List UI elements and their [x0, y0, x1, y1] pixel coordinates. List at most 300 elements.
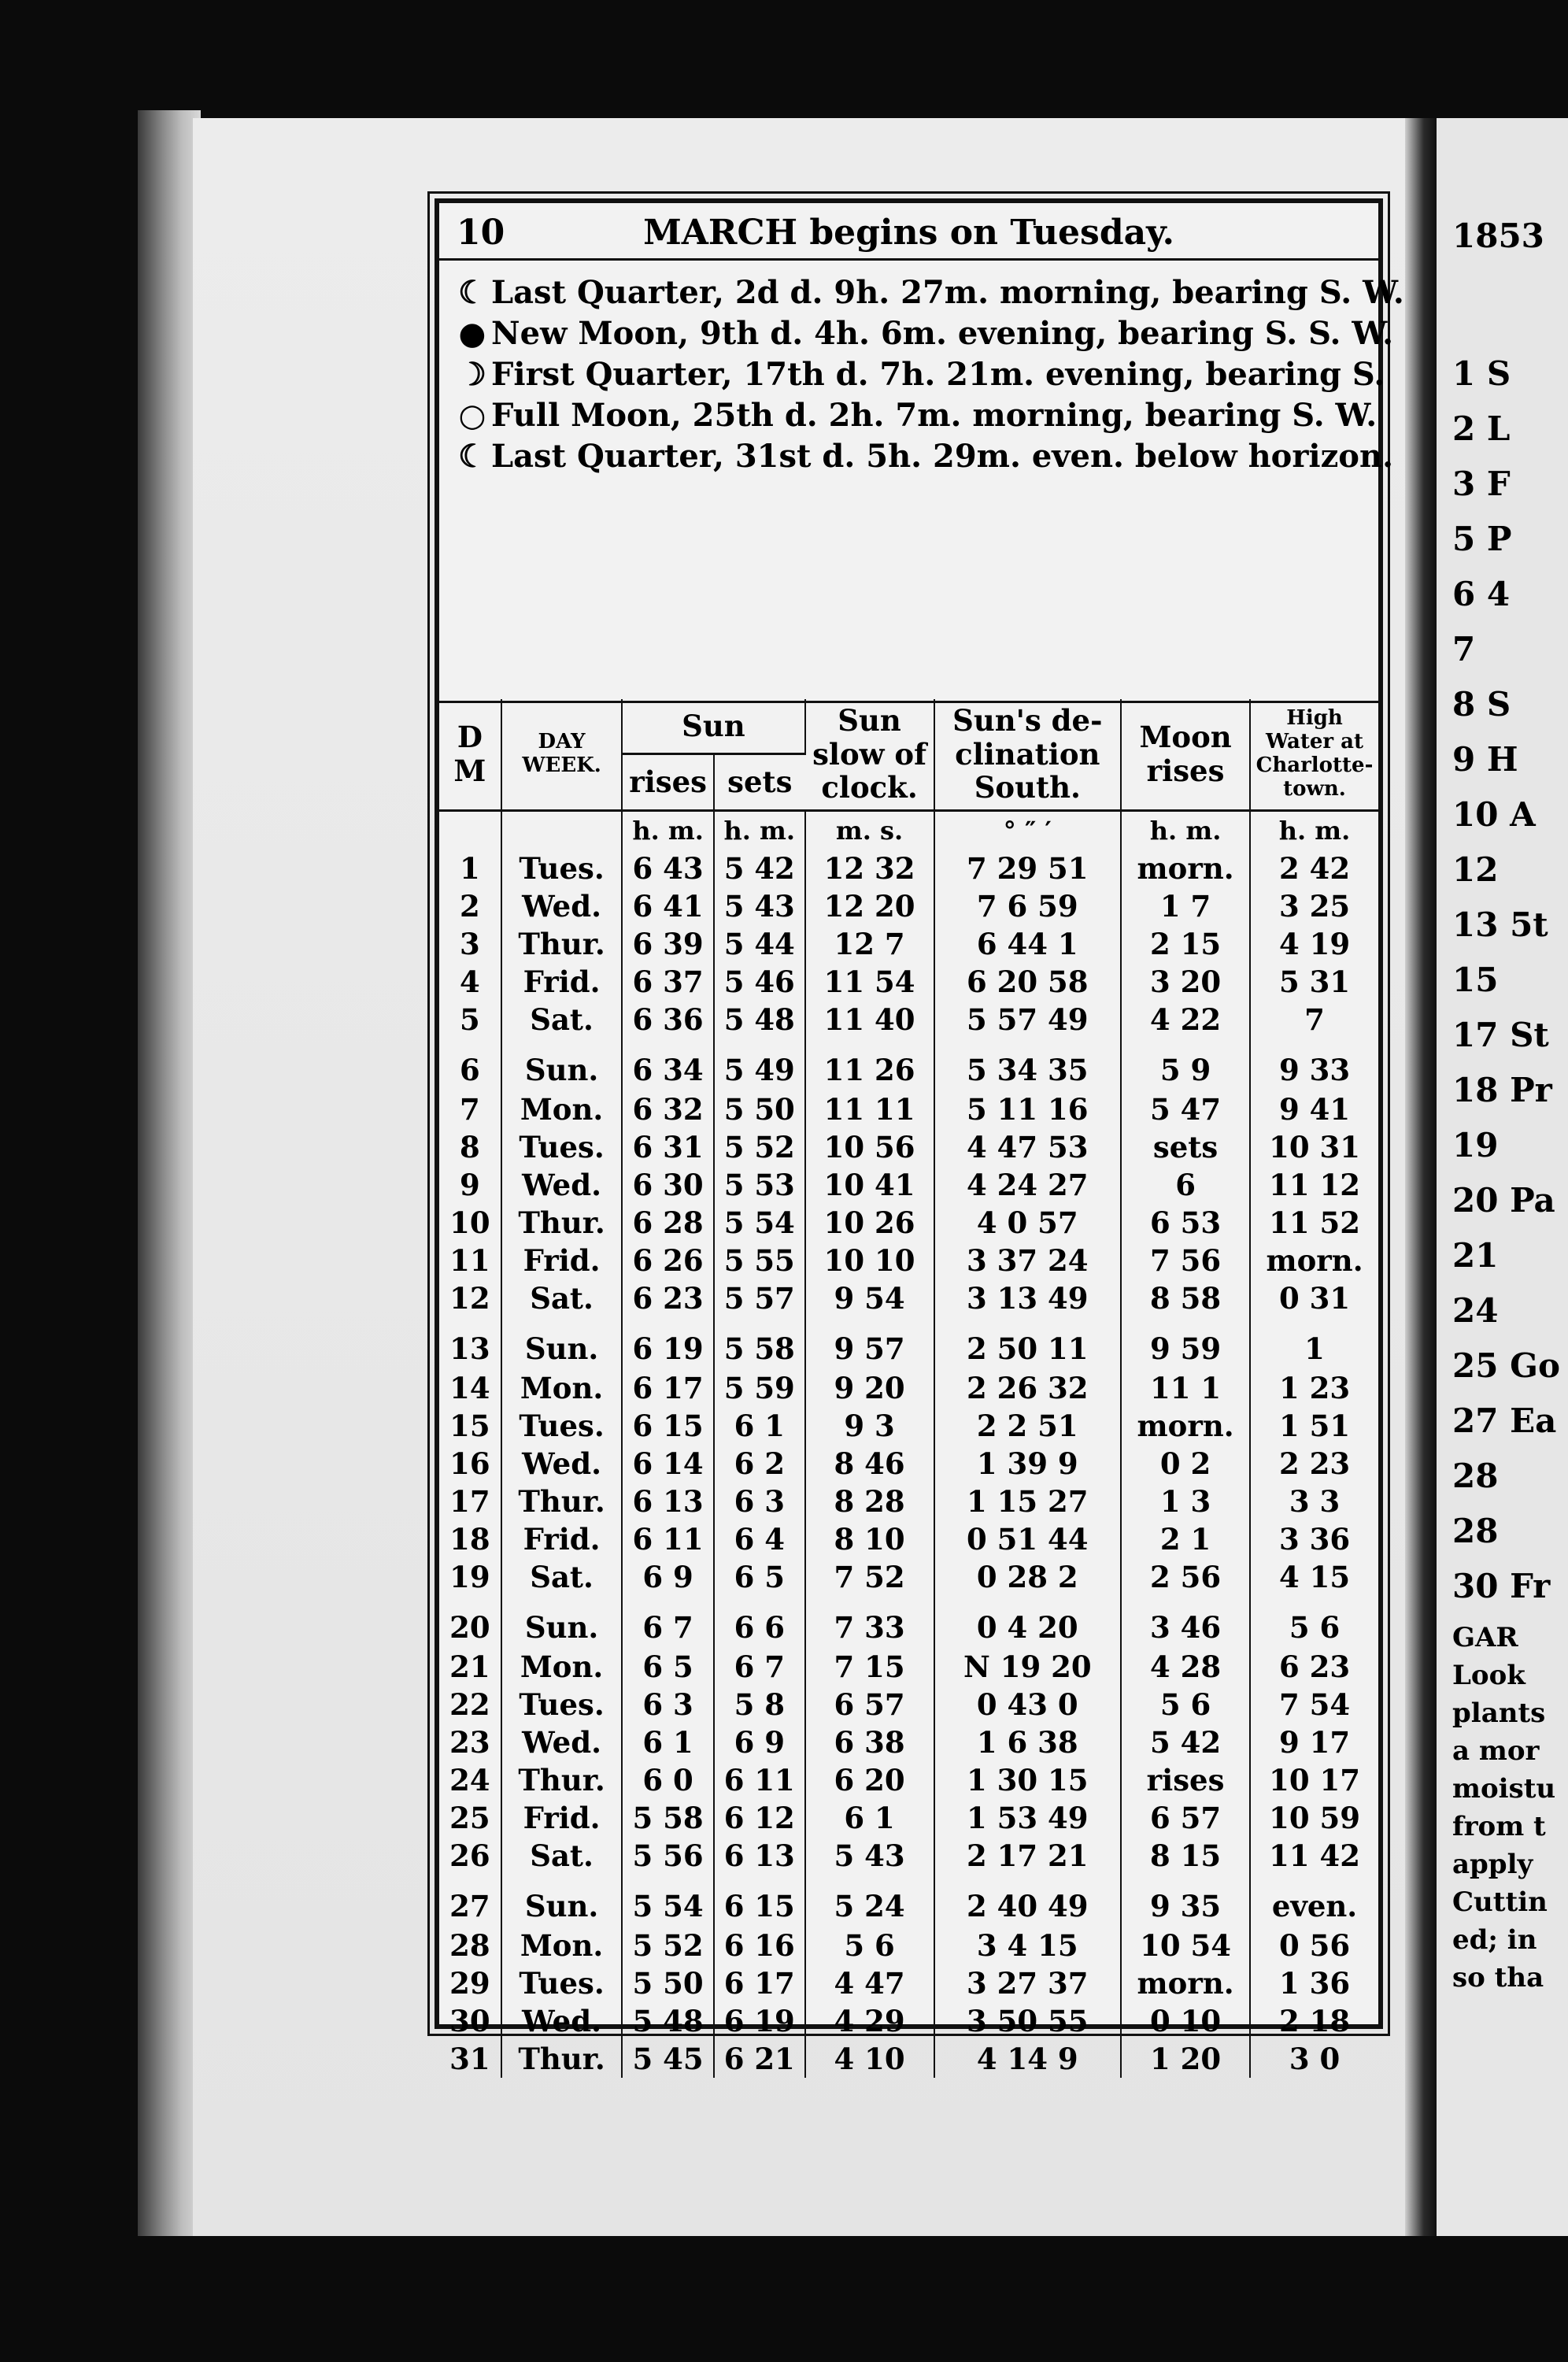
- cell-day: Sun.: [501, 1596, 622, 1648]
- last-quarter-icon: ☾: [458, 438, 486, 475]
- right-page-line: 30 Fr: [1452, 1567, 1551, 1605]
- table-row: [439, 1964, 1378, 2002]
- cell-moon: 4 22: [1121, 1001, 1250, 1038]
- cell-day: Sat.: [501, 1558, 622, 1596]
- table-row: [439, 1723, 1378, 1761]
- cell-moon: 0 2: [1121, 1445, 1250, 1483]
- cell-moon: 9 59: [1121, 1317, 1250, 1369]
- cell-day: Sun.: [501, 1317, 622, 1369]
- cell-decl: 1 6 38: [934, 1723, 1122, 1761]
- cell-rise: 6 41: [622, 887, 714, 925]
- cell-slow: 11 40: [805, 1001, 934, 1038]
- right-page-line: 1 S: [1452, 354, 1511, 393]
- cell-slow: 8 10: [805, 1520, 934, 1558]
- cell-rise: 6 39: [622, 925, 714, 963]
- unit-set: h. m.: [714, 810, 805, 850]
- cell-decl: 1 15 27: [934, 1483, 1122, 1520]
- unit-decl: ° ″ ′: [934, 810, 1122, 850]
- table-row: [439, 1761, 1378, 1799]
- cell-day: Frid.: [501, 1242, 622, 1279]
- cell-slow: 6 57: [805, 1686, 934, 1723]
- cell-slow: 7 33: [805, 1596, 934, 1648]
- cell-day: Mon.: [501, 1369, 622, 1407]
- cell-slow: 6 20: [805, 1761, 934, 1799]
- cell-water: 2 42: [1278, 850, 1351, 886]
- cell-decl: 2 2 51: [934, 1407, 1122, 1445]
- almanac-frame: [435, 198, 1404, 2076]
- cell-moon: 3 20: [1121, 963, 1250, 1001]
- unit-water: h. m.: [1278, 815, 1351, 846]
- cell-water: 7: [1304, 1001, 1325, 1037]
- cell-water: 10 59: [1269, 1800, 1360, 1835]
- table-row: [439, 850, 1378, 887]
- cell-moon: 3 46: [1121, 1596, 1250, 1648]
- cell-decl: 3 13 49: [934, 1279, 1122, 1317]
- cell-rise: 5 50: [622, 1964, 714, 2002]
- cell-water: 11 12: [1269, 1167, 1360, 1202]
- cell-water: 3 0: [1289, 2041, 1341, 2076]
- cell-slow: 9 54: [805, 1279, 934, 1317]
- cell-day: Sat.: [501, 1001, 622, 1038]
- right-page-line: 19: [1452, 1126, 1499, 1164]
- cell-slow: 10 10: [805, 1242, 934, 1279]
- cell-day: Thur.: [501, 1483, 622, 1520]
- cell-rise: 6 23: [622, 1279, 714, 1317]
- cell-slow: 10 26: [805, 1204, 934, 1242]
- cell-decl: 6 20 58: [934, 963, 1122, 1001]
- cell-decl: 7 6 59: [934, 887, 1122, 925]
- col-moon: Moon rises: [1121, 699, 1250, 810]
- cell-set: 6 6: [714, 1596, 805, 1648]
- moon-phase-line: [453, 438, 1393, 475]
- cell-d: 25: [439, 1799, 501, 1837]
- right-page: [1437, 118, 1568, 2236]
- right-page-line: 6 4: [1452, 575, 1511, 613]
- cell-day: Wed.: [501, 887, 622, 925]
- cell-day: Tues.: [501, 1128, 622, 1166]
- cell-d: 14: [439, 1369, 501, 1407]
- cell-d: 30: [439, 2002, 501, 2040]
- moon-phase-line: [453, 356, 1385, 393]
- units-row: [439, 810, 1378, 850]
- table-row: [439, 1204, 1378, 1242]
- cell-day: Thur.: [501, 2040, 622, 2078]
- table-row: [439, 1558, 1378, 1596]
- cell-moon: 5 9: [1121, 1038, 1250, 1090]
- cell-moon: 10 54: [1121, 1927, 1250, 1964]
- cell-d: 2: [439, 887, 501, 925]
- cell-slow: 9 3: [805, 1407, 934, 1445]
- cell-set: 5 48: [714, 1001, 805, 1038]
- full-moon-icon: ○: [458, 397, 486, 434]
- cell-set: 6 3: [714, 1483, 805, 1520]
- cell-water: even.: [1271, 1888, 1358, 1923]
- moon-phase-text: Last Quarter, 31st d. 5h. 29m. even. below horizon.: [491, 438, 1393, 475]
- moon-phase-text: First Quarter, 17th d. 7h. 21m. evening, bearing S.: [491, 356, 1385, 393]
- cell-set: 5 53: [714, 1166, 805, 1204]
- cell-water: 4 15: [1278, 1559, 1351, 1594]
- right-page-line: Look: [1452, 1660, 1525, 1691]
- cell-day: Tues.: [501, 850, 622, 887]
- unit-slow: m. s.: [805, 810, 934, 850]
- cell-rise: 6 9: [622, 1558, 714, 1596]
- right-page-line: a mor: [1452, 1735, 1540, 1767]
- cell-moon: 6: [1121, 1166, 1250, 1204]
- cell-decl: 5 11 16: [934, 1090, 1122, 1128]
- right-page-line: 28: [1452, 1457, 1499, 1495]
- cell-set: 6 7: [714, 1648, 805, 1686]
- cell-rise: 6 1: [622, 1723, 714, 1761]
- table-row: [439, 1686, 1378, 1723]
- cell-set: 6 17: [714, 1964, 805, 2002]
- right-page-line: 13 5t: [1452, 905, 1548, 944]
- page-header: [439, 203, 1378, 261]
- cell-set: 5 49: [714, 1038, 805, 1090]
- right-page-line: 8 S: [1452, 685, 1511, 724]
- col-decl: Sun's de- clination South.: [934, 699, 1122, 810]
- unit-moon: h. m.: [1121, 810, 1250, 850]
- almanac-table: [439, 699, 1378, 2078]
- cell-slow: 12 32: [805, 850, 934, 887]
- cell-water: morn.: [1266, 1242, 1363, 1278]
- cell-water: 10 31: [1269, 1129, 1360, 1164]
- cell-rise: 6 31: [622, 1128, 714, 1166]
- right-page-line: so tha: [1452, 1962, 1544, 1994]
- cell-slow: 6 38: [805, 1723, 934, 1761]
- table-row: [439, 1166, 1378, 1204]
- right-page-line: 5 P: [1452, 520, 1512, 558]
- cell-water: 3 36: [1278, 1521, 1351, 1557]
- cell-set: 5 44: [714, 925, 805, 963]
- right-page-line: 27 Ea: [1452, 1401, 1557, 1440]
- cell-rise: 6 13: [622, 1483, 714, 1520]
- cell-set: 5 42: [714, 850, 805, 887]
- cell-d: 28: [439, 1927, 501, 1964]
- book-gutter: [1405, 118, 1437, 2236]
- cell-d: 24: [439, 1761, 501, 1799]
- right-page-line: 18 Pr: [1452, 1071, 1552, 1109]
- cell-day: Sun.: [501, 1875, 622, 1927]
- right-page-line: 17 St: [1452, 1016, 1549, 1054]
- cell-set: 5 50: [714, 1090, 805, 1128]
- cell-set: 5 46: [714, 963, 805, 1001]
- cell-moon: 11 1: [1121, 1369, 1250, 1407]
- cell-water: 3 25: [1278, 888, 1351, 924]
- cell-day: Tues.: [501, 1964, 622, 2002]
- cell-d: 19: [439, 1558, 501, 1596]
- cell-moon: 8 15: [1121, 1837, 1250, 1875]
- cell-day: Frid.: [501, 1799, 622, 1837]
- cell-day: Wed.: [501, 1166, 622, 1204]
- cell-moon: 2 56: [1121, 1558, 1250, 1596]
- cell-set: 5 59: [714, 1369, 805, 1407]
- col-slow: Sun slow of clock.: [805, 699, 934, 810]
- moon-phase-line: [453, 397, 1377, 434]
- moon-phase-text: Full Moon, 25th d. 2h. 7m. morning, bearing S. W.: [491, 397, 1378, 434]
- cell-day: Sun.: [501, 1038, 622, 1090]
- cell-d: 11: [439, 1242, 501, 1279]
- cell-water: 0 56: [1278, 1927, 1351, 1963]
- cell-day: Tues.: [501, 1686, 622, 1723]
- cell-slow: 9 20: [805, 1369, 934, 1407]
- right-page-line: 7: [1452, 630, 1476, 668]
- cell-d: 31: [439, 2040, 501, 2078]
- cell-rise: 6 19: [622, 1317, 714, 1369]
- cell-water: 9 41: [1278, 1091, 1351, 1127]
- cell-decl: 4 47 53: [934, 1128, 1122, 1166]
- cell-set: 6 16: [714, 1927, 805, 1964]
- cell-moon: 2 1: [1121, 1520, 1250, 1558]
- cell-d: 6: [439, 1038, 501, 1090]
- cell-rise: 6 14: [622, 1445, 714, 1483]
- cell-moon: 1 3: [1121, 1483, 1250, 1520]
- cell-rise: 6 30: [622, 1166, 714, 1204]
- cell-decl: 1 30 15: [934, 1761, 1122, 1799]
- cell-slow: 6 1: [805, 1799, 934, 1837]
- right-page-line: 25 Go: [1452, 1346, 1560, 1385]
- cell-d: 1: [439, 850, 501, 887]
- cell-water: 0 31: [1278, 1280, 1351, 1316]
- cell-decl: 2 26 32: [934, 1369, 1122, 1407]
- cell-decl: 2 40 49: [934, 1875, 1122, 1927]
- col-sun: Sun: [622, 699, 804, 754]
- cell-slow: 4 29: [805, 2002, 934, 2040]
- cell-d: 4: [439, 963, 501, 1001]
- cell-set: 6 4: [714, 1520, 805, 1558]
- cell-day: Frid.: [501, 963, 622, 1001]
- table-row: [439, 1128, 1378, 1166]
- cell-decl: 3 27 37: [934, 1964, 1122, 2002]
- cell-slow: 11 54: [805, 963, 934, 1001]
- cell-water: 11 42: [1269, 1838, 1360, 1873]
- cell-day: Sat.: [501, 1279, 622, 1317]
- cell-set: 6 21: [714, 2040, 805, 2078]
- right-page-line: 10 A: [1452, 795, 1536, 834]
- right-page-line: moistu: [1452, 1773, 1556, 1805]
- cell-rise: 6 5: [622, 1648, 714, 1686]
- cell-moon: 4 28: [1121, 1648, 1250, 1686]
- cell-moon: 9 35: [1121, 1875, 1250, 1927]
- cell-slow: 8 28: [805, 1483, 934, 1520]
- table-row: [439, 2002, 1378, 2040]
- moon-phase-text: Last Quarter, 2d d. 9h. 27m. morning, bearing S. W.: [491, 274, 1404, 311]
- cell-decl: 4 0 57: [934, 1204, 1122, 1242]
- cell-rise: 6 32: [622, 1090, 714, 1128]
- cell-d: 20: [439, 1596, 501, 1648]
- cell-set: 6 9: [714, 1723, 805, 1761]
- right-page-line: 28: [1452, 1512, 1499, 1550]
- cell-set: 5 52: [714, 1128, 805, 1166]
- right-page-line: 12: [1452, 850, 1499, 889]
- cell-moon: 8 58: [1121, 1279, 1250, 1317]
- cell-water: 5 6: [1289, 1609, 1341, 1645]
- cell-slow: 8 46: [805, 1445, 934, 1483]
- right-page-line: 3 F: [1452, 465, 1511, 503]
- cell-decl: 0 51 44: [934, 1520, 1122, 1558]
- cell-rise: 6 0: [622, 1761, 714, 1799]
- cell-water: 1: [1304, 1331, 1325, 1366]
- cell-day: Frid.: [501, 1520, 622, 1558]
- cell-d: 7: [439, 1090, 501, 1128]
- table-row: [439, 1242, 1378, 1279]
- cell-rise: 5 56: [622, 1837, 714, 1875]
- cell-decl: 2 50 11: [934, 1317, 1122, 1369]
- cell-decl: 3 37 24: [934, 1242, 1122, 1279]
- cell-moon: 1 7: [1121, 887, 1250, 925]
- cell-d: 17: [439, 1483, 501, 1520]
- table-row: [439, 1648, 1378, 1686]
- table-row: [439, 1875, 1378, 1927]
- cell-water: 7 54: [1278, 1686, 1351, 1722]
- cell-day: Wed.: [501, 2002, 622, 2040]
- cell-decl: 1 53 49: [934, 1799, 1122, 1837]
- cell-slow: 5 24: [805, 1875, 934, 1927]
- cell-rise: 6 11: [622, 1520, 714, 1558]
- cell-day: Wed.: [501, 1723, 622, 1761]
- table-row: [439, 1001, 1378, 1038]
- table-row: [439, 2040, 1378, 2078]
- table-row: [439, 887, 1378, 925]
- cell-rise: 6 17: [622, 1369, 714, 1407]
- cell-set: 5 58: [714, 1317, 805, 1369]
- book-spine: [138, 110, 201, 2236]
- cell-rise: 5 45: [622, 2040, 714, 2078]
- moon-phase-text: New Moon, 9th d. 4h. 6m. evening, bearing S. S. W.: [491, 315, 1393, 352]
- page-number: 10: [457, 213, 505, 253]
- cell-decl: 3 4 15: [934, 1927, 1122, 1964]
- cell-d: 27: [439, 1875, 501, 1927]
- cell-rise: 6 43: [622, 850, 714, 887]
- moon-phases: [439, 260, 1404, 703]
- cell-water: 1 36: [1278, 1965, 1351, 2001]
- col-rises: rises: [622, 754, 714, 811]
- cell-water: 1 51: [1278, 1408, 1351, 1443]
- cell-slow: 12 20: [805, 887, 934, 925]
- cell-moon: sets: [1121, 1128, 1250, 1166]
- cell-decl: 0 28 2: [934, 1558, 1122, 1596]
- table-row: [439, 1520, 1378, 1558]
- cell-d: 5: [439, 1001, 501, 1038]
- cell-rise: 5 58: [622, 1799, 714, 1837]
- cell-rise: 6 36: [622, 1001, 714, 1038]
- right-page-line: apply: [1452, 1849, 1533, 1880]
- cell-slow: 5 43: [805, 1837, 934, 1875]
- cell-rise: 6 7: [622, 1596, 714, 1648]
- cell-water: 3 3: [1289, 1483, 1341, 1519]
- cell-moon: 6 57: [1121, 1799, 1250, 1837]
- right-page-line: 15: [1452, 961, 1499, 999]
- moon-phase-line: [453, 315, 1393, 352]
- col-sets: sets: [714, 754, 805, 811]
- table-row: [439, 1407, 1378, 1445]
- col-water: High Water at Charlotte- town.: [1250, 699, 1378, 810]
- first-quarter-icon: ☽: [458, 356, 486, 393]
- cell-moon: 5 47: [1121, 1090, 1250, 1128]
- cell-d: 9: [439, 1166, 501, 1204]
- cell-d: 29: [439, 1964, 501, 2002]
- cell-moon: morn.: [1121, 1407, 1250, 1445]
- cell-moon: 1 20: [1121, 2040, 1250, 2078]
- col-day-week: DAY WEEK.: [501, 699, 622, 810]
- cell-slow: 12 7: [805, 925, 934, 963]
- cell-moon: morn.: [1121, 850, 1250, 887]
- cell-slow: 7 15: [805, 1648, 934, 1686]
- table-row: [439, 925, 1378, 963]
- cell-set: 5 43: [714, 887, 805, 925]
- table-row: [439, 1279, 1378, 1317]
- cell-day: Tues.: [501, 1407, 622, 1445]
- cell-set: 6 13: [714, 1837, 805, 1875]
- cell-day: Mon.: [501, 1090, 622, 1128]
- cell-water: 6 23: [1278, 1649, 1351, 1684]
- cell-d: 22: [439, 1686, 501, 1723]
- cell-decl: 6 44 1: [934, 925, 1122, 963]
- cell-decl: 0 4 20: [934, 1596, 1122, 1648]
- last-quarter-icon: ☾: [458, 274, 486, 311]
- cell-rise: 6 34: [622, 1038, 714, 1090]
- cell-rise: 5 48: [622, 2002, 714, 2040]
- cell-water: 9 33: [1278, 1052, 1351, 1087]
- cell-rise: 6 37: [622, 963, 714, 1001]
- moon-phase-line: [453, 274, 1404, 311]
- cell-day: Mon.: [501, 1648, 622, 1686]
- cell-set: 6 2: [714, 1445, 805, 1483]
- cell-d: 8: [439, 1128, 501, 1166]
- table-row: [439, 1317, 1378, 1369]
- table-row: [439, 1927, 1378, 1964]
- cell-decl: 5 34 35: [934, 1038, 1122, 1090]
- cell-rise: 6 26: [622, 1242, 714, 1279]
- cell-d: 18: [439, 1520, 501, 1558]
- cell-set: 6 12: [714, 1799, 805, 1837]
- right-page-line: from t: [1452, 1811, 1546, 1842]
- cell-slow: 5 6: [805, 1927, 934, 1964]
- table-row: [439, 1369, 1378, 1407]
- cell-water: 2 23: [1278, 1446, 1351, 1481]
- cell-decl: 0 43 0: [934, 1686, 1122, 1723]
- right-page-line: GAR: [1452, 1622, 1518, 1653]
- cell-moon: 0 10: [1121, 2002, 1250, 2040]
- cell-slow: 10 41: [805, 1166, 934, 1204]
- right-page-line: 24: [1452, 1291, 1499, 1330]
- right-page-line: ed; in: [1452, 1924, 1537, 1956]
- cell-day: Thur.: [501, 1204, 622, 1242]
- cell-set: 6 19: [714, 2002, 805, 2040]
- cell-d: 12: [439, 1279, 501, 1317]
- cell-water: 9 17: [1278, 1724, 1351, 1760]
- right-page-line: 9 H: [1452, 740, 1518, 779]
- cell-day: Thur.: [501, 1761, 622, 1799]
- col-dm: D M: [439, 699, 501, 810]
- cell-day: Sat.: [501, 1837, 622, 1875]
- cell-moon: 5 6: [1121, 1686, 1250, 1723]
- cell-day: Mon.: [501, 1927, 622, 1964]
- cell-decl: 5 57 49: [934, 1001, 1122, 1038]
- table-row: [439, 1090, 1378, 1128]
- cell-set: 6 15: [714, 1875, 805, 1927]
- cell-set: 6 1: [714, 1407, 805, 1445]
- cell-d: 13: [439, 1317, 501, 1369]
- cell-slow: 9 57: [805, 1317, 934, 1369]
- table-row: [439, 1445, 1378, 1483]
- cell-set: 6 11: [714, 1761, 805, 1799]
- cell-rise: 6 15: [622, 1407, 714, 1445]
- cell-slow: 10 56: [805, 1128, 934, 1166]
- cell-decl: 2 17 21: [934, 1837, 1122, 1875]
- cell-water: 11 52: [1269, 1205, 1360, 1240]
- cell-decl: 3 50 55: [934, 2002, 1122, 2040]
- cell-slow: 11 26: [805, 1038, 934, 1090]
